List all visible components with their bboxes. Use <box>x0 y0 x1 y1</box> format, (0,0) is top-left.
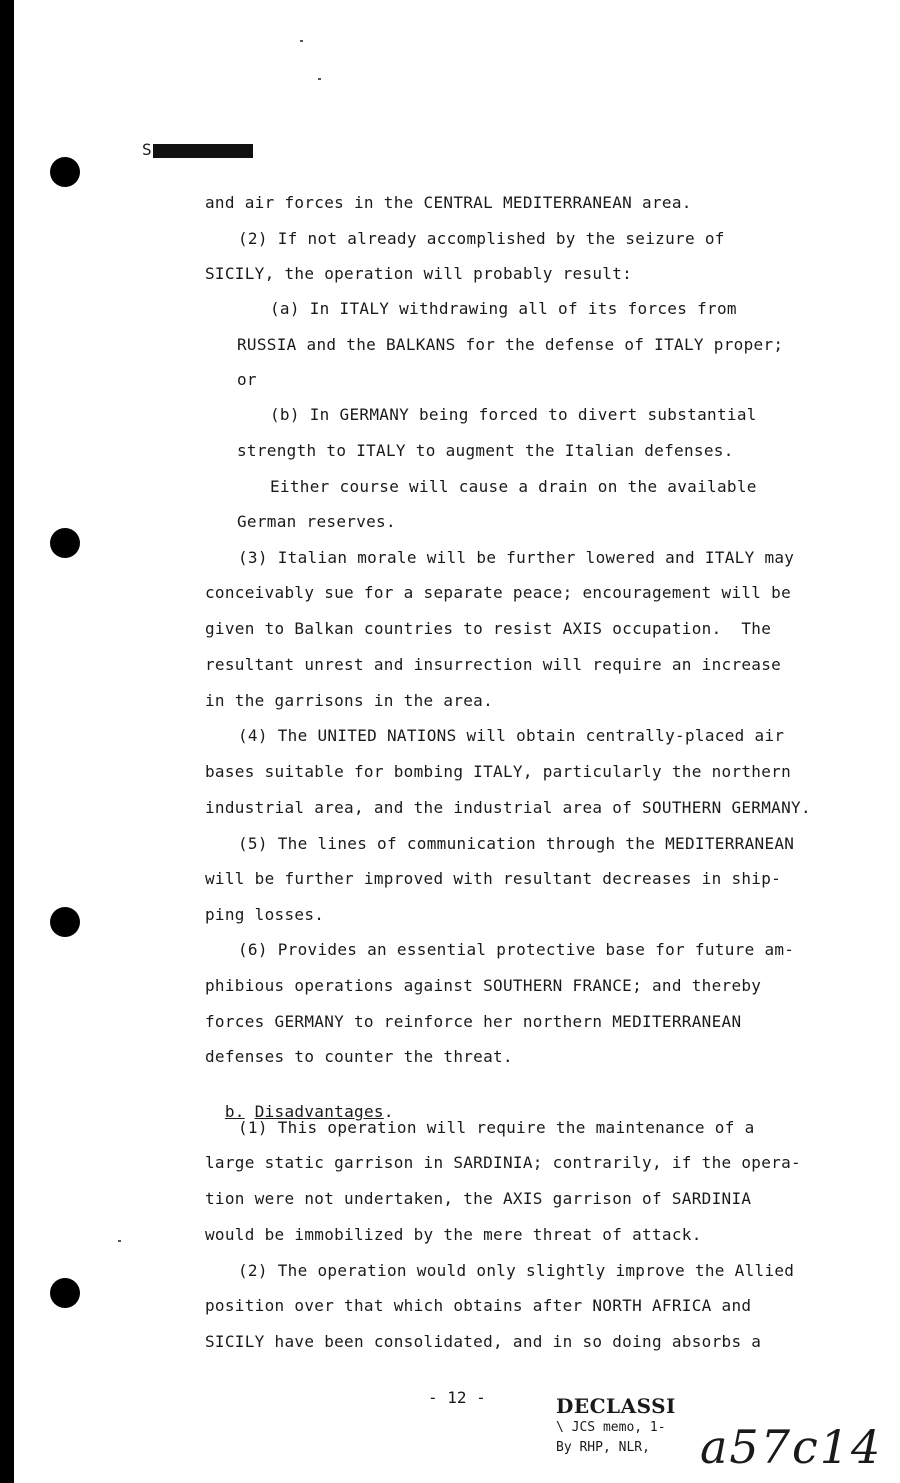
page-number: - 12 - <box>428 1388 486 1407</box>
body-line: will be further improved with resultant decreases in ship- <box>205 869 782 888</box>
binder-hole-4 <box>50 1278 80 1308</box>
scan-left-edge <box>0 0 14 1483</box>
body-line: Either course will cause a drain on the available <box>270 477 757 496</box>
body-line: (b) In GERMANY being forced to divert substantial <box>270 405 757 424</box>
declass-stamp-title: DECLASSI <box>556 1394 676 1418</box>
body-line: or <box>237 370 257 389</box>
body-line: bases suitable for bombing ITALY, particularly the northern <box>205 762 792 781</box>
binder-hole-3 <box>50 907 80 937</box>
body-line: phibious operations against SOUTHERN FRANCE; and thereby <box>205 976 762 995</box>
scan-speck <box>118 1240 121 1242</box>
declass-stamp-line2: By RHP, NLR, <box>556 1440 650 1455</box>
heading-label: Disadvantages <box>254 1102 384 1121</box>
section-heading-disadvantages <box>205 1083 394 1121</box>
body-line: (4) The UNITED NATIONS will obtain centrally-placed air <box>238 726 785 745</box>
body-line: strength to ITALY to augment the Italian defenses. <box>237 441 734 460</box>
body-line: (1) This operation will require the maintenance of a <box>238 1118 755 1137</box>
body-line: German reserves. <box>237 512 396 531</box>
body-line: SICILY have been consolidated, and in so doing absorbs a <box>205 1332 762 1351</box>
body-line: would be immobilized by the mere threat of attack. <box>205 1225 702 1244</box>
body-line: given to Balkan countries to resist AXIS occupation. The <box>205 619 772 638</box>
binder-hole-1 <box>50 157 80 187</box>
heading-suffix: . <box>383 1102 394 1121</box>
binder-hole-2 <box>50 528 80 558</box>
body-line: (a) In ITALY withdrawing all of its forces from <box>270 299 737 318</box>
body-line: RUSSIA and the BALKANS for the defense of ITALY proper; <box>237 335 784 354</box>
body-line: (2) If not already accomplished by the seizure of <box>238 229 725 248</box>
classification-letter: S <box>142 140 152 159</box>
body-line: industrial area, and the industrial area of SOUTHERN GERMANY. <box>205 798 811 817</box>
body-line: resultant unrest and insurrection will require an increase <box>205 655 782 674</box>
body-line: (6) Provides an essential protective base for future am- <box>238 940 795 959</box>
scan-speck <box>300 40 303 42</box>
scan-speck <box>318 78 321 80</box>
body-line: ping losses. <box>205 905 325 924</box>
body-line: large static garrison in SARDINIA; contrarily, if the opera- <box>205 1153 801 1172</box>
redaction-bar <box>153 144 253 158</box>
body-line: (2) The operation would only slightly improve the Allied <box>238 1261 795 1280</box>
body-line: (3) Italian morale will be further lowered and ITALY may <box>238 548 795 567</box>
body-line: position over that which obtains after NORTH AFRICA and <box>205 1296 752 1315</box>
body-line: forces GERMANY to reinforce her northern MEDITERRANEAN <box>205 1012 742 1031</box>
heading-prefix: b. <box>224 1102 245 1121</box>
declass-stamp-line1: \ JCS memo, 1- <box>556 1420 666 1435</box>
body-line: (5) The lines of communication through the MEDITERRANEAN <box>238 834 795 853</box>
classification-marking <box>142 140 253 159</box>
body-line: SICILY, the operation will probably result: <box>205 264 633 283</box>
body-line: defenses to counter the threat. <box>205 1047 513 1066</box>
body-line: conceivably sue for a separate peace; encouragement will be <box>205 583 792 602</box>
handwritten-document-id: a57c14 <box>700 1420 883 1474</box>
body-line: and air forces in the CENTRAL MEDITERRANEAN area. <box>205 193 692 212</box>
body-line: in the garrisons in the area. <box>205 691 494 710</box>
body-line: tion were not undertaken, the AXIS garrison of SARDINIA <box>205 1189 752 1208</box>
